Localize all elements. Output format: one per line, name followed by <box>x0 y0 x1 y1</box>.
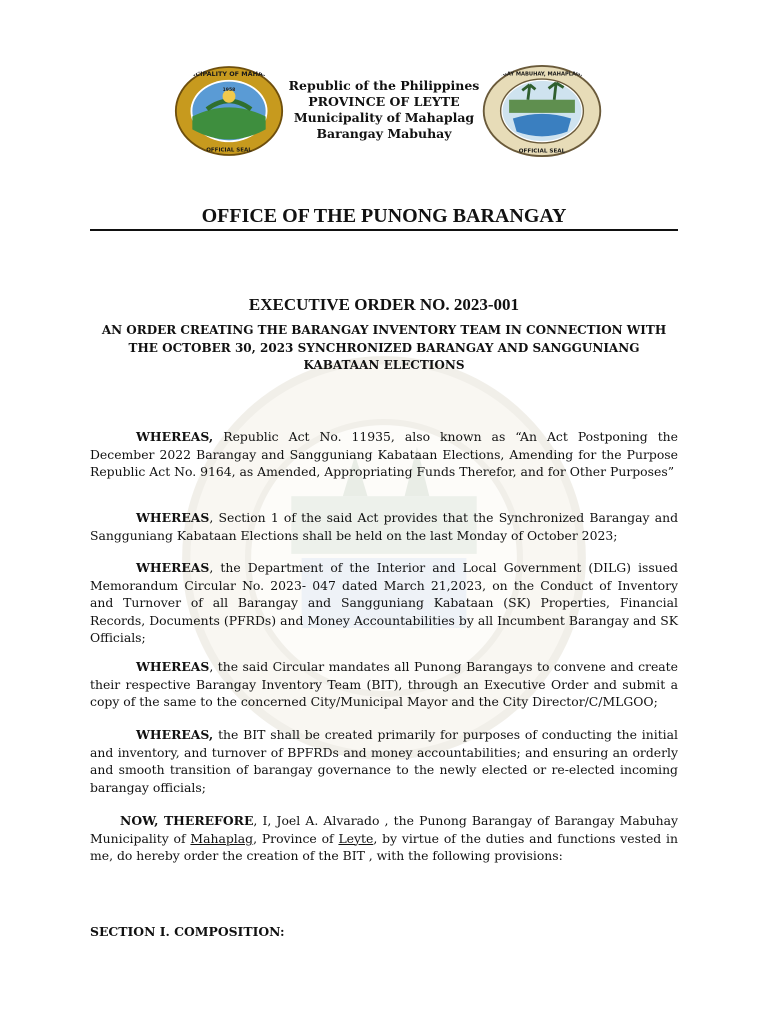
seal-ring-text: MUNICIPALITY OF MAHAPLAG <box>176 70 282 79</box>
municipality-name: Mahaplag <box>190 830 254 846</box>
executive-order-number: EXECUTIVE ORDER NO. 2023-001 <box>248 295 520 314</box>
seal-bottom-text: OFFICIAL SEAL <box>518 148 566 155</box>
whereas-clause-3 <box>90 559 678 647</box>
whereas-clause-5 <box>90 726 678 796</box>
executive-order-title: AN ORDER CREATING THE BARANGAY INVENTORY TEAM IN CONNECTION WITH THE OCTOBER 30, 2023 SYNCHRONIZED BARANGAY AND SANGGUNIANG KABATAAN ELECTIONS <box>101 323 667 372</box>
whereas-text: , the said Circular mandates all Punong Barangays to convene and create their respective Barangay Inventory Team (BIT), through an Executive Order and submit a copy of the same to the concerned City/Municipal Mayor and the City Director/C/MLGOO; <box>90 659 678 709</box>
barangay-seal-logo <box>480 64 604 158</box>
whereas-lead: WHEREAS, <box>136 429 214 444</box>
whereas-text: the BIT shall be created primarily for purposes of conducting the initial and inventory, and turnover of BPFRDs and money accountabilities; and ensuring an orderly and smooth transition of barangay governance to the newly elected or re-elected incoming barangay officials; <box>90 727 678 795</box>
whereas-clause-1 <box>90 428 678 481</box>
seal-bottom-text: OFFICIAL SEAL <box>206 147 252 154</box>
seal-ring-text: BARANGAY MABUHAY, MAHAPLAG, LEYTE <box>482 71 602 78</box>
whereas-text: Republic Act No. 11935, also known as “An Act Postponing the December 2022 Barangay and Sangguniang Kabataan Elections, Amending for the Purpose Republic Act No. 9164, as Amended, Appropriating Funds Therefor, and for Other Purposes” <box>90 429 678 479</box>
whereas-lead: WHEREAS <box>136 659 210 674</box>
now-therefore-text-1: , I, Joel A. Alvarado , the Punong Barangay of Barangay Mabuhay Municipality of <box>90 813 678 846</box>
now-therefore-text-2: , Province of <box>253 830 339 846</box>
now-therefore-text-3: , by virtue of the duties and functions vested in me, do hereby order the creation of the BIT , with the following provisions: <box>90 830 678 863</box>
letterhead <box>284 78 484 142</box>
now-therefore-lead: NOW, THEREFORE <box>120 813 254 828</box>
letterhead-republic: Republic of the Philippines <box>288 78 480 93</box>
letterhead-barangay: Barangay Mabuhay <box>316 126 452 141</box>
office-title: OFFICE OF THE PUNONG BARANGAY <box>201 205 567 227</box>
whereas-clause-4 <box>90 658 678 711</box>
municipality-seal-logo <box>174 64 284 158</box>
letterhead-province: PROVINCE OF LEYTE <box>308 94 460 109</box>
whereas-text: , the Department of the Interior and Local Government (DILG) issued Memorandum Circular No. 2023- 047 dated March 21,2023, on the Conduct of Inventory and Turnover of all Barangay and Sangguniang Kabataan (SK) Properties, Financial Records, Documents (PFRDs) and Money Accountabilities by all Incumbent Barangay and SK Officials; <box>90 560 678 645</box>
whereas-lead: WHEREAS <box>136 560 210 575</box>
province-name: Leyte <box>338 830 374 846</box>
now-therefore-clause <box>90 812 678 865</box>
title-divider <box>90 229 678 231</box>
seal-year: 1958 <box>222 87 236 93</box>
section-heading: SECTION I. COMPOSITION: <box>90 924 285 939</box>
whereas-clause-2 <box>90 509 678 544</box>
whereas-text: , Section 1 of the said Act provides that the Synchronized Barangay and Sangguniang Kabataan Elections shall be held on the last Monday of October 2023; <box>90 510 678 543</box>
whereas-lead: WHEREAS, <box>136 727 214 742</box>
letterhead-municipality: Municipality of Mahaplag <box>293 110 475 125</box>
whereas-lead: WHEREAS <box>136 510 210 525</box>
